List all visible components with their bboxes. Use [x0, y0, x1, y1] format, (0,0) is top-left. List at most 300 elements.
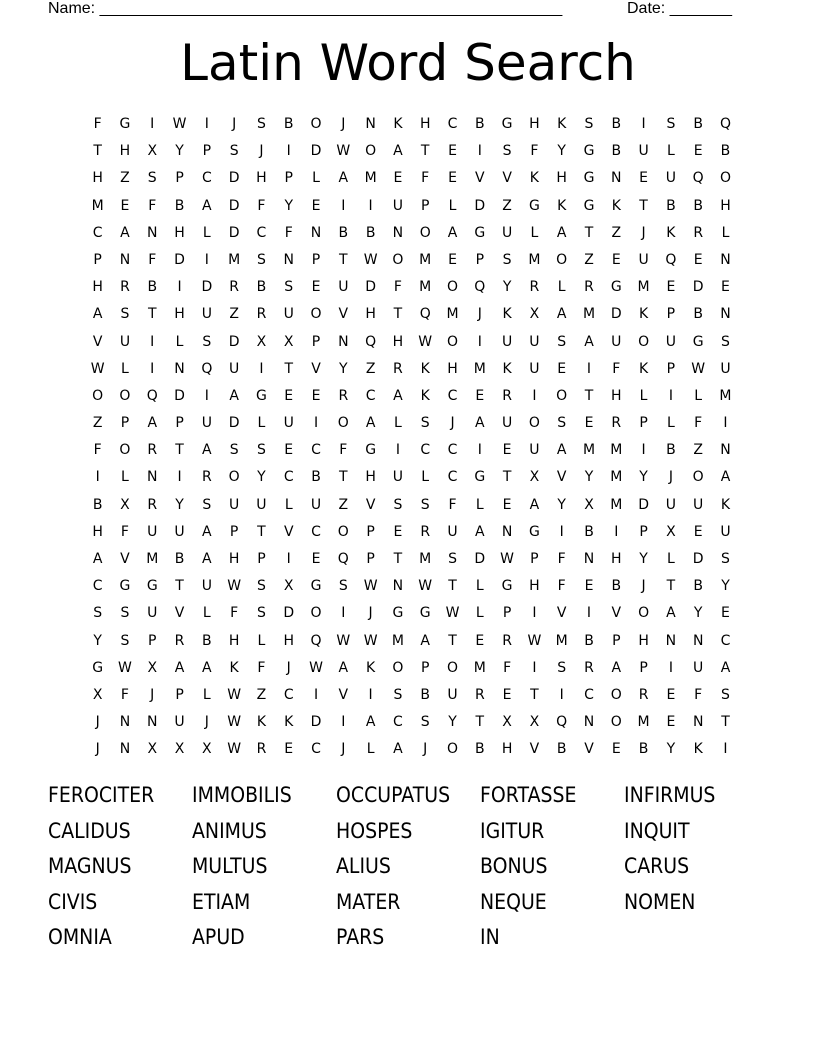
grid-letter: Y [557, 496, 566, 513]
word-list-item: INFIRMUS [624, 783, 716, 807]
grid-letter: L [694, 387, 703, 404]
grid-letter: D [310, 714, 322, 731]
grid-letter: Q [365, 333, 377, 350]
grid-letter: H [228, 551, 240, 567]
grid-letter: M [146, 551, 159, 567]
grid-letter: R [147, 442, 158, 459]
grid-letter: A [147, 415, 158, 432]
grid-letter: G [310, 578, 322, 595]
grid-letter: X [120, 496, 130, 513]
grid-letter: A [393, 741, 403, 758]
grid-letter: C [283, 686, 294, 703]
grid-letter: O [392, 251, 404, 268]
grid-letter: B [611, 116, 622, 132]
grid-letter: F [694, 415, 703, 432]
grid-letter: L [421, 469, 430, 486]
grid-letter: G [528, 523, 540, 540]
grid-letter: H [501, 741, 513, 758]
grid-letter: E [639, 170, 649, 187]
grid-letter: B [147, 279, 158, 296]
grid-letter: O [610, 686, 622, 703]
grid-letter: Q [692, 170, 704, 187]
grid-letter: V [475, 170, 485, 187]
grid-letter: S [229, 442, 239, 459]
grid-letter: I [532, 659, 537, 676]
grid-letter: P [311, 333, 321, 350]
grid-letter: U [720, 360, 731, 377]
grid-letter: T [448, 632, 457, 649]
grid-letter: N [119, 251, 131, 268]
grid-letter: T [530, 686, 539, 703]
grid-letter: J [286, 659, 291, 676]
grid-letter: J [368, 605, 373, 622]
grid-letter: X [256, 333, 267, 350]
grid-letter: K [611, 197, 621, 214]
grid-letter: A [393, 387, 403, 404]
grid-letter: G [528, 197, 540, 214]
grid-letter: C [447, 469, 458, 486]
grid-letter: O [119, 442, 131, 459]
grid-letter: Y [721, 578, 730, 595]
grid-letter: R [611, 415, 622, 432]
grid-letter: Q [201, 360, 213, 377]
grid-letter: K [502, 306, 512, 323]
grid-letter: E [311, 387, 321, 404]
grid-letter: J [95, 714, 100, 731]
grid-letter: E [311, 279, 321, 296]
grid-letter: L [121, 469, 129, 486]
grid-letter: U [283, 415, 294, 432]
grid-letter: E [693, 523, 703, 540]
grid-letter: G [501, 578, 513, 595]
grid-letter: E [502, 496, 512, 513]
grid-letter: Y [448, 714, 457, 731]
grid-letter: R [229, 279, 239, 296]
grid-letter: D [228, 333, 240, 350]
grid-letter: O [638, 333, 650, 350]
grid-letter: K [720, 496, 731, 513]
grid-letter: K [557, 116, 567, 132]
grid-letter: M [228, 251, 241, 268]
word-list-item: CALIDUS [48, 818, 131, 843]
grid-letter: U [119, 333, 131, 350]
grid-letter: L [721, 224, 730, 241]
grid-letter: K [229, 659, 239, 676]
grid-letter: Q [719, 116, 731, 132]
word-list-item: OCCUPATUS [336, 783, 451, 807]
grid-letter: U [147, 605, 158, 622]
grid-letter: J [259, 143, 264, 160]
grid-letter: R [502, 632, 512, 649]
grid-letter: R [393, 360, 403, 377]
grid-letter: U [529, 442, 540, 459]
grid-letter: G [119, 578, 131, 595]
grid-letter: G [256, 387, 267, 404]
grid-letter: M [610, 469, 623, 486]
grid-letter: K [557, 197, 567, 214]
grid-letter: N [392, 224, 404, 241]
grid-letter: N [720, 251, 731, 268]
grid-letter: P [420, 197, 430, 214]
grid-letter: I [614, 523, 619, 540]
grid-letter: N [583, 551, 595, 567]
grid-letter: P [120, 415, 130, 432]
grid-letter: D [310, 143, 322, 160]
grid-letter: U [392, 197, 404, 214]
grid-letter: D [174, 251, 185, 268]
grid-letter: A [556, 306, 567, 323]
grid-letter: V [556, 605, 567, 622]
grid-letter: L [121, 360, 129, 377]
grid-letter: D [201, 279, 213, 296]
grid-letter: N [583, 714, 595, 731]
grid-letter: Y [339, 360, 348, 377]
grid-letter: T [175, 442, 184, 459]
grid-letter: F [148, 197, 157, 214]
grid-letter: Y [666, 741, 676, 758]
grid-letter: M [555, 632, 568, 649]
grid-letter: X [202, 741, 212, 758]
grid-letter: X [529, 306, 540, 323]
word-list-item: NEQUE [480, 889, 547, 914]
grid-letter: F [284, 224, 293, 241]
grid-letter: R [474, 686, 485, 703]
grid-letter: N [147, 469, 158, 486]
grid-letter: U [201, 415, 212, 432]
grid-letter: U [392, 469, 404, 486]
grid-letter: B [202, 632, 212, 649]
grid-letter: S [120, 306, 130, 323]
grid-letter: C [420, 442, 431, 459]
grid-letter: M [610, 496, 623, 513]
grid-letter: Y [175, 143, 184, 160]
grid-letter: S [284, 279, 294, 296]
grid-letter: R [256, 741, 267, 758]
grid-letter: Y [502, 279, 512, 296]
grid-letter: A [556, 442, 567, 459]
grid-letter: O [446, 333, 459, 350]
grid-letter: D [610, 306, 622, 323]
grid-letter: H [283, 632, 294, 649]
grid-letter: I [477, 442, 482, 459]
grid-letter: I [286, 143, 291, 160]
grid-letter: U [229, 496, 240, 513]
grid-letter: Z [256, 686, 267, 703]
grid-letter: S [721, 333, 730, 350]
grid-letter: S [584, 116, 594, 132]
grid-letter: U [529, 360, 540, 377]
grid-letter: O [638, 605, 650, 622]
grid-letter: R [420, 523, 431, 540]
grid-letter: A [202, 523, 212, 540]
grid-letter: B [420, 686, 431, 703]
grid-letter: O [556, 387, 568, 404]
grid-letter: W [363, 632, 378, 649]
grid-letter: D [228, 170, 240, 187]
grid-letter: T [639, 197, 648, 214]
grid-letter: W [227, 686, 242, 703]
grid-letter: E [611, 741, 621, 758]
grid-letter: D [638, 496, 649, 513]
grid-letter: B [611, 578, 622, 595]
grid-letter: L [666, 551, 675, 567]
grid-letter: P [148, 632, 157, 649]
grid-letter: C [283, 469, 294, 486]
grid-letter: L [312, 170, 320, 187]
word-list-item: IGITUR [480, 818, 545, 843]
grid-letter: B [693, 116, 703, 132]
grid-letter: I [395, 442, 400, 459]
grid-letter: R [147, 496, 158, 513]
grid-letter: C [584, 686, 594, 703]
grid-letter: T [502, 469, 512, 486]
grid-letter: J [204, 714, 209, 731]
grid-letter: U [256, 496, 267, 513]
grid-letter: S [256, 442, 266, 459]
grid-letter: I [150, 116, 155, 132]
grid-letter: D [283, 605, 295, 622]
grid-letter: J [641, 224, 646, 241]
grid-letter: G [119, 116, 131, 132]
grid-letter: B [666, 442, 676, 459]
grid-letter: G [474, 469, 486, 486]
grid-letter: I [204, 251, 209, 268]
grid-letter: X [147, 659, 158, 676]
grid-letter: I [204, 387, 209, 404]
grid-letter: V [338, 306, 349, 323]
grid-letter: X [174, 741, 185, 758]
grid-letter: D [174, 387, 185, 404]
word-list-item: ANIMUS [192, 818, 267, 843]
grid-letter: V [120, 551, 130, 567]
grid-letter: Z [365, 360, 376, 377]
grid-letter: A [365, 714, 376, 731]
grid-letter: S [93, 605, 103, 622]
grid-letter: F [93, 116, 102, 132]
grid-letter: R [338, 387, 349, 404]
grid-letter: W [363, 578, 378, 595]
grid-letter: Q [310, 632, 322, 649]
word-list-item: PARS [336, 925, 385, 950]
grid-letter: P [420, 659, 430, 676]
grid-letter: I [641, 442, 646, 459]
grid-letter: P [366, 523, 375, 540]
grid-letter: A [338, 170, 349, 187]
grid-letter: U [611, 333, 622, 350]
grid-letter: O [310, 116, 322, 132]
grid-letter: X [283, 333, 294, 350]
grid-letter: T [393, 306, 403, 323]
grid-letter: V [174, 605, 185, 622]
grid-letter: U [283, 306, 294, 323]
grid-letter: B [365, 224, 376, 241]
grid-letter: L [257, 415, 266, 432]
grid-letter: N [692, 632, 704, 649]
grid-letter: F [93, 442, 102, 459]
grid-letter: L [366, 741, 375, 758]
grid-letter: C [447, 442, 458, 459]
grid-letter: A [338, 659, 349, 676]
grid-letter: Y [257, 469, 266, 486]
grid-letter: U [174, 523, 185, 540]
grid-letter: K [693, 741, 703, 758]
word-list [48, 778, 808, 956]
word-list-item: FORTASSE [480, 783, 577, 807]
grid-letter: A [420, 632, 430, 649]
grid-letter: P [311, 251, 321, 268]
grid-letter: Q [556, 714, 568, 731]
grid-letter: K [393, 116, 403, 132]
grid-letter: T [584, 224, 594, 241]
grid-letter: W [309, 659, 323, 676]
grid-letter: F [257, 659, 266, 676]
grid-letter: H [447, 360, 458, 377]
grid-letter: I [586, 360, 592, 377]
grid-letter: W [418, 578, 433, 595]
grid-letter: H [611, 387, 622, 404]
grid-letter: G [474, 224, 486, 241]
grid-letter: C [365, 387, 376, 404]
grid-letter: T [475, 714, 485, 731]
grid-letter: F [503, 659, 512, 676]
grid-letter: I [368, 686, 373, 703]
grid-letter: N [147, 224, 158, 241]
grid-letter: T [93, 143, 102, 160]
grid-letter: E [721, 605, 730, 622]
grid-letter: B [584, 523, 594, 540]
grid-letter: X [147, 741, 158, 758]
grid-letter: U [501, 333, 513, 350]
grid-letter: F [557, 578, 566, 595]
grid-letter: V [502, 170, 512, 187]
grid-letter: F [448, 496, 457, 513]
grid-letter: A [120, 224, 130, 241]
grid-letter: A [720, 469, 731, 486]
grid-letter: U [201, 578, 212, 595]
grid-letter: U [529, 333, 540, 350]
grid-letter: V [556, 469, 567, 486]
grid-letter: P [202, 143, 212, 160]
grid-letter: W [227, 578, 242, 595]
grid-letter: U [693, 496, 704, 513]
grid-letter: A [365, 415, 376, 432]
grid-letter: C [256, 224, 267, 241]
grid-letter: X [283, 578, 294, 595]
grid-letter: E [120, 197, 130, 214]
grid-letter: L [639, 387, 648, 404]
grid-letter: S [229, 143, 239, 160]
grid-letter: X [666, 523, 676, 540]
grid-letter: U [174, 714, 185, 731]
grid-letter: B [693, 306, 703, 323]
grid-letter: Y [584, 469, 594, 486]
grid-letter: V [611, 605, 622, 622]
grid-letter: O [719, 170, 731, 187]
grid-letter: A [475, 523, 485, 540]
grid-letter: S [256, 578, 266, 595]
grid-letter: G [692, 333, 704, 350]
grid-letter: J [341, 741, 346, 758]
grid-letter: I [313, 686, 319, 703]
grid-letter: R [174, 632, 185, 649]
grid-letter: A [584, 333, 594, 350]
grid-letter: D [228, 415, 240, 432]
grid-letter: S [338, 578, 348, 595]
letter-grid [84, 114, 739, 767]
grid-letter: T [175, 578, 184, 595]
grid-letter: W [118, 659, 132, 676]
word-list-item: MATER [336, 889, 401, 914]
grid-letter: F [557, 551, 566, 567]
grid-letter: S [666, 116, 676, 132]
grid-letter: C [447, 116, 458, 132]
grid-letter: L [284, 496, 293, 513]
grid-letter: B [311, 469, 321, 486]
word-list-item: ETIAM [192, 889, 251, 914]
grid-letter: U [665, 333, 676, 350]
grid-letter: D [474, 551, 486, 567]
grid-letter: H [611, 551, 622, 567]
grid-letter: J [450, 415, 455, 432]
grid-letter: B [693, 197, 703, 214]
grid-letter: E [311, 197, 321, 214]
grid-letter: W [172, 116, 187, 132]
word-list-item: MULTUS [192, 854, 268, 879]
grid-letter: C [201, 170, 212, 187]
word-list-item: IMMOBILIS [192, 783, 292, 807]
grid-letter: O [337, 523, 349, 540]
grid-letter: I [668, 659, 673, 676]
grid-letter: K [366, 659, 376, 676]
grid-letter: B [475, 116, 485, 132]
grid-letter: I [313, 415, 319, 432]
grid-letter: H [556, 170, 567, 187]
header-line [48, 0, 748, 20]
grid-letter: N [310, 224, 322, 241]
grid-letter: V [311, 360, 321, 377]
grid-letter: E [284, 387, 294, 404]
grid-letter: G [365, 442, 377, 459]
grid-letter: L [257, 632, 266, 649]
grid-letter: I [723, 415, 728, 432]
grid-letter: M [473, 360, 486, 377]
grid-letter: P [257, 551, 266, 567]
grid-letter: H [174, 224, 185, 241]
grid-letter: L [202, 224, 211, 241]
grid-letter: U [501, 415, 513, 432]
grid-letter: O [446, 741, 459, 758]
word-list-item: CIVIS [48, 889, 98, 914]
grid-letter: P [530, 551, 539, 567]
grid-letter: J [150, 686, 155, 703]
grid-letter: Y [175, 496, 184, 513]
grid-letter: T [284, 360, 293, 377]
word-list-item: ALIUS [336, 854, 391, 879]
grid-letter: P [639, 523, 648, 540]
grid-letter: S [393, 686, 403, 703]
grid-letter: A [529, 496, 540, 513]
grid-letter: N [611, 170, 622, 187]
grid-letter: N [147, 714, 158, 731]
grid-letter: N [720, 306, 731, 323]
grid-letter: R [693, 224, 704, 241]
grid-letter: A [92, 551, 103, 567]
grid-letter: R [638, 686, 649, 703]
grid-letter: E [666, 686, 676, 703]
grid-letter: H [92, 170, 103, 187]
grid-letter: I [259, 360, 264, 377]
grid-letter: X [584, 496, 594, 513]
